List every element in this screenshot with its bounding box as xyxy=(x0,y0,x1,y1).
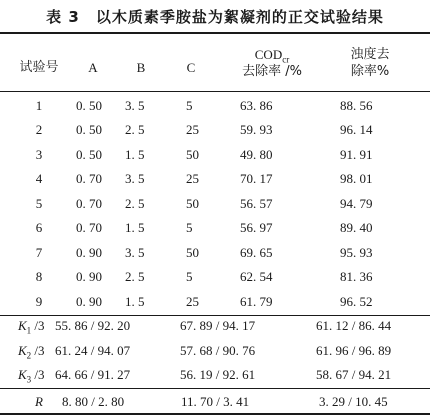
chroma-cell: 95. 93 xyxy=(340,245,373,260)
bottom-rule xyxy=(0,413,430,415)
k-c-cell: 58. 67 / 94. 21 xyxy=(316,367,392,382)
a-cell: 0. 50 xyxy=(76,122,102,137)
c-cell: 25 xyxy=(186,294,199,309)
a-cell: 0. 90 xyxy=(76,294,102,309)
a-cell: 0. 70 xyxy=(76,171,102,186)
r-b-cell: 11. 70 / 3. 41 xyxy=(181,394,250,409)
c-cell: 5 xyxy=(186,269,193,284)
k-a-cell: 64. 66 / 91. 27 xyxy=(55,367,131,382)
trial-no-cell: 2 xyxy=(35,122,43,137)
k-a-cell: 55. 86 / 92. 20 xyxy=(55,318,131,333)
cod-cell: 69. 65 xyxy=(240,245,273,260)
b-cell: 3. 5 xyxy=(125,98,145,113)
chroma-cell: 96. 52 xyxy=(340,294,373,309)
b-cell: 1. 5 xyxy=(125,294,145,309)
r-label: R xyxy=(35,394,43,409)
c-cell: 25 xyxy=(186,122,199,137)
a-cell: 0. 90 xyxy=(76,245,102,260)
a-cell: 0. 70 xyxy=(76,196,102,211)
a-cell: 0. 50 xyxy=(76,98,102,113)
table-title: 以木质素季胺盐为絮凝剂的正交试验结果 xyxy=(95,8,384,26)
chroma-cell: 81. 36 xyxy=(340,269,373,284)
cod-cell: 62. 54 xyxy=(240,269,273,284)
cod-cell: 63. 86 xyxy=(240,98,273,113)
k-c-cell: 61. 12 / 86. 44 xyxy=(316,318,392,333)
header-c: C xyxy=(186,60,196,75)
c-cell: 5 xyxy=(186,98,193,113)
c-cell: 50 xyxy=(186,245,199,260)
cod-cell: 61. 79 xyxy=(240,294,273,309)
summary-rule xyxy=(0,315,430,316)
cod-cell: 70. 17 xyxy=(240,171,273,186)
trial-no-cell: 3 xyxy=(35,147,43,162)
chroma-cell: 96. 14 xyxy=(340,122,373,137)
a-cell: 0. 50 xyxy=(76,147,102,162)
b-cell: 2. 5 xyxy=(125,269,145,284)
c-cell: 50 xyxy=(186,147,199,162)
trial-no-cell: 8 xyxy=(35,269,43,284)
header-a: A xyxy=(88,60,98,75)
cod-cell: 59. 93 xyxy=(240,122,273,137)
b-cell: 2. 5 xyxy=(125,196,145,211)
a-cell: 0. 90 xyxy=(76,269,102,284)
trial-no-cell: 1 xyxy=(35,98,43,113)
header-chroma-line1: 浊度去 xyxy=(350,47,390,62)
k-label: $K_1$ /3 xyxy=(18,318,45,336)
chroma-cell: 88. 56 xyxy=(340,98,373,113)
cod-cell: 49. 80 xyxy=(240,147,273,162)
b-cell: 3. 5 xyxy=(125,245,145,260)
k-c-cell: 61. 96 / 96. 89 xyxy=(316,343,392,358)
k-b-cell: 57. 68 / 90. 76 xyxy=(180,343,256,358)
table-caption xyxy=(0,6,430,27)
chroma-cell: 94. 79 xyxy=(340,196,373,211)
b-cell: 1. 5 xyxy=(125,220,145,235)
table-label: 表 3 xyxy=(46,8,80,26)
header-cod-line2: 去除率 /% xyxy=(242,64,302,79)
b-cell: 1. 5 xyxy=(125,147,145,162)
chroma-cell: 89. 40 xyxy=(340,220,373,235)
c-cell: 5 xyxy=(186,220,193,235)
a-cell: 0. 70 xyxy=(76,220,102,235)
k-b-cell: 67. 89 / 94. 17 xyxy=(180,318,256,333)
k-label: $K_3$ /3 xyxy=(18,367,45,385)
trial-no-cell: 5 xyxy=(35,196,43,211)
trial-no-cell: 9 xyxy=(35,294,43,309)
c-cell: 25 xyxy=(186,171,199,186)
chroma-cell: 98. 01 xyxy=(340,171,373,186)
trial-no-cell: 4 xyxy=(35,171,43,186)
k-label: $K_2$ /3 xyxy=(18,343,45,361)
k-b-cell: 56. 19 / 92. 61 xyxy=(180,367,256,382)
range-rule xyxy=(0,388,430,389)
r-a-cell: 8. 80 / 2. 80 xyxy=(62,394,125,409)
top-rule xyxy=(0,32,430,34)
k-a-cell: 61. 24 / 94. 07 xyxy=(55,343,131,358)
cod-cell: 56. 97 xyxy=(240,220,273,235)
r-c-cell: 3. 29 / 10. 45 xyxy=(319,394,388,409)
cod-cell: 56. 57 xyxy=(240,196,273,211)
header-trial-no: 试验号 xyxy=(19,60,59,75)
trial-no-cell: 7 xyxy=(35,245,43,260)
chroma-cell: 91. 91 xyxy=(340,147,373,162)
header-chroma-line2: 除率% xyxy=(350,64,390,79)
c-cell: 50 xyxy=(186,196,199,211)
header-cod-line1: $COD_{cr}$ xyxy=(254,47,290,65)
b-cell: 3. 5 xyxy=(125,171,145,186)
trial-no-cell: 6 xyxy=(35,220,43,235)
header-b: B xyxy=(136,60,146,75)
b-cell: 2. 5 xyxy=(125,122,145,137)
header-rule xyxy=(0,91,430,92)
